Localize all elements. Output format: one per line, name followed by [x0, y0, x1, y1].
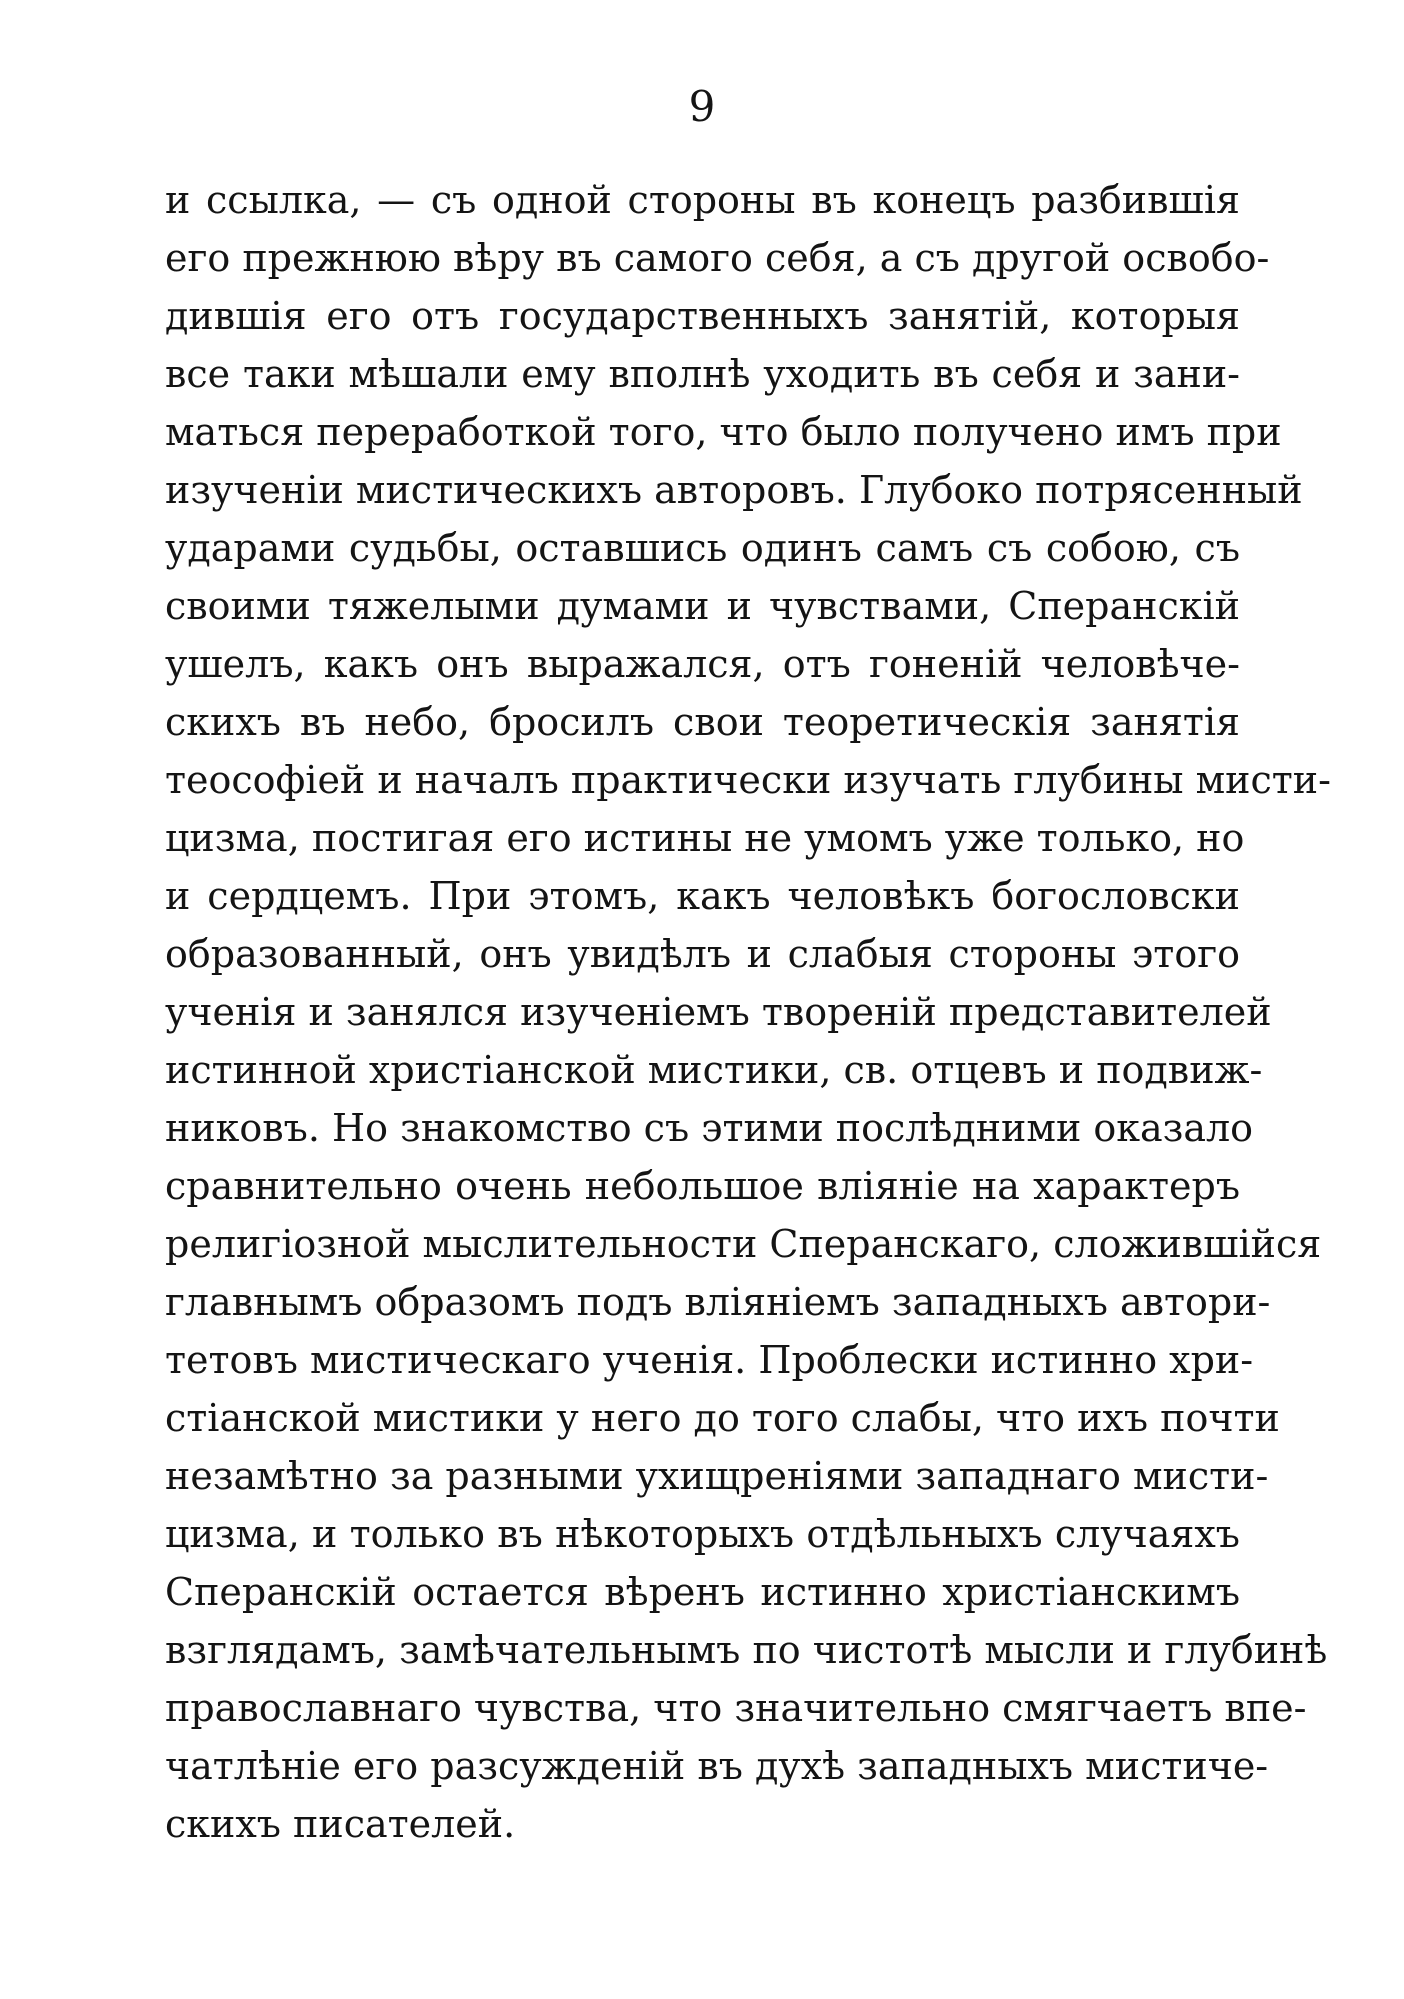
text-line: все таки мѣшали ему вполнѣ уходить въ себя и зани-	[165, 352, 1240, 396]
text-line: цизма, постигая его истины не умомъ уже только, но	[165, 816, 1245, 860]
text-line: образованный, онъ увидѣлъ и слабыя стороны этого	[165, 932, 1240, 976]
text-line: своими тяжелыми думами и чувствами, Сперанскій	[165, 584, 1240, 628]
text-line: маться переработкой того, что было получено имъ при	[165, 410, 1282, 454]
text-line: главнымъ образомъ подъ вліяніемъ западныхъ автори-	[165, 1280, 1271, 1324]
text-line: теософіей и началъ практически изучать глубины мисти-	[165, 758, 1331, 802]
text-line: ударами судьбы, оставшись одинъ самъ съ собою, съ	[165, 526, 1240, 570]
text-line: дившія его отъ государственныхъ занятій, которыя	[165, 294, 1240, 338]
text-line: стіанской мистики у него до того слабы, что ихъ почти	[165, 1396, 1280, 1440]
text-line: цизма, и только въ нѣкоторыхъ отдѣльныхъ случаяхъ	[165, 1512, 1240, 1556]
text-line: православнаго чувства, что значительно смягчаетъ впе-	[165, 1686, 1307, 1730]
text-line: никовъ. Но знакомство съ этими послѣдними оказало	[165, 1106, 1254, 1150]
page-number: 9	[688, 82, 716, 131]
text-line: взглядамъ, замѣчательнымъ по чистотѣ мысли и глубинѣ	[165, 1628, 1328, 1672]
text-line: Сперанскій остается вѣренъ истинно христіанскимъ	[165, 1570, 1240, 1614]
text-line: изученіи мистическихъ авторовъ. Глубоко потрясенный	[165, 468, 1303, 512]
text-line: чатлѣніе его разсужденій въ духѣ западныхъ мистиче-	[165, 1744, 1269, 1788]
text-line: и сердцемъ. При этомъ, какъ человѣкъ богословски	[165, 874, 1240, 918]
text-line: незамѣтно за разными ухищреніями западнаго мисти-	[165, 1454, 1269, 1498]
text-line: сравнительно очень небольшое вліяніе на характеръ	[165, 1164, 1240, 1208]
text-line: скихъ писателей.	[165, 1802, 516, 1846]
text-line: ушелъ, какъ онъ выражался, отъ гоненій человѣче-	[165, 642, 1240, 686]
text-line: и ссылка, — съ одной стороны въ конецъ разбившія	[165, 178, 1240, 222]
text-line: скихъ въ небо, бросилъ свои теоретическія занятія	[165, 700, 1240, 744]
text-line: религіозной мыслительности Сперанскаго, сложившійся	[165, 1222, 1322, 1266]
text-line: истинной христіанской мистики, св. отцевъ и подвиж-	[165, 1048, 1263, 1092]
text-line: его прежнюю вѣру въ самого себя, а съ другой освобо-	[165, 236, 1270, 280]
text-line: тетовъ мистическаго ученія. Проблески истинно хри-	[165, 1338, 1254, 1382]
text-line: ученія и занялся изученіемъ твореній представителей	[165, 990, 1272, 1034]
